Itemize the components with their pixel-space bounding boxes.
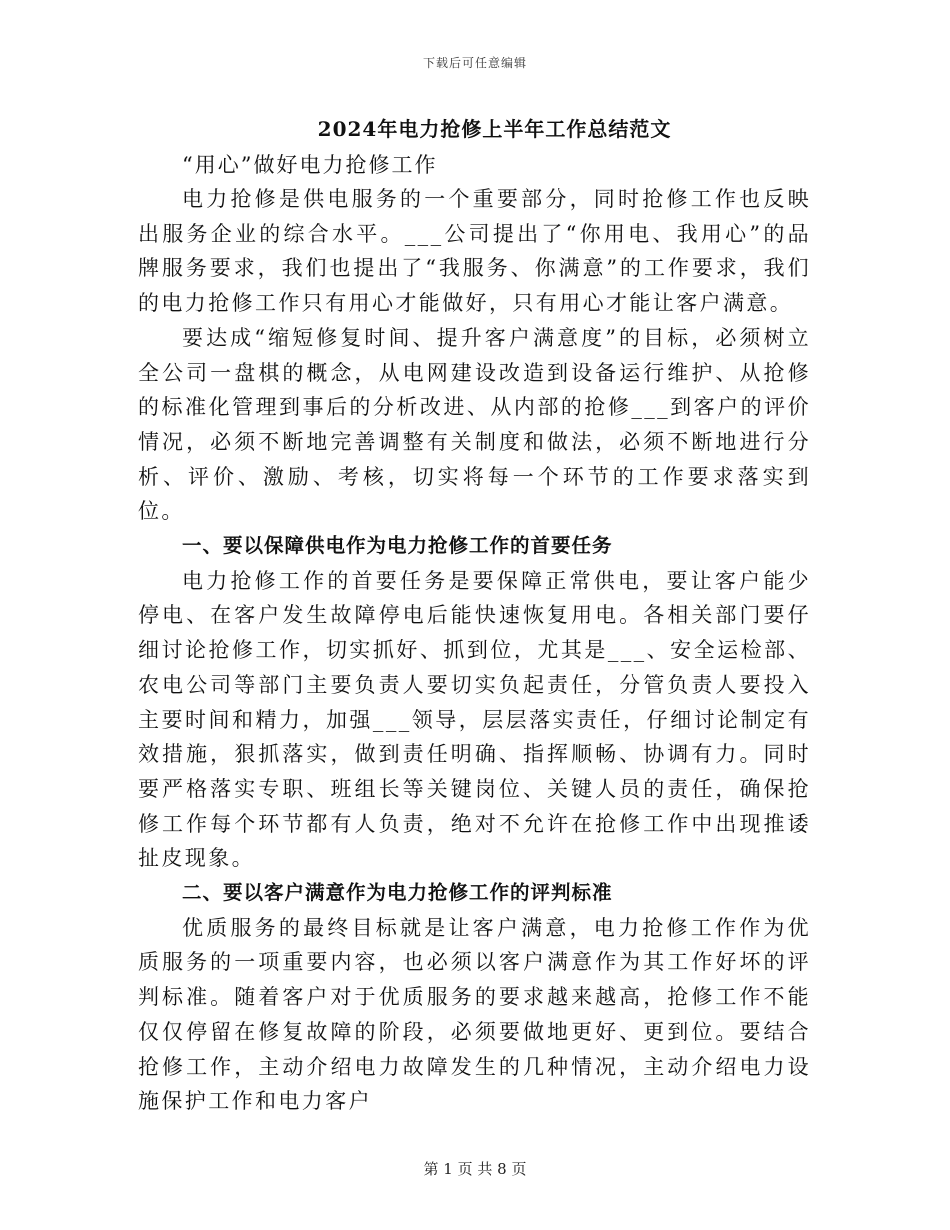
- page-number: 第 1 页 共 8 页: [423, 1160, 527, 1178]
- document-subtitle: “用心”做好电力抢修工作: [182, 153, 438, 177]
- document-body: [138, 112, 811, 1119]
- section-1-paragraph: 电力抢修工作的首要任务是要保障正常供电，要让客户能少停电、在客户发生故障停电后能快速恢复用电。各相关部门要仔细讨论抢修工作，切实抓好、抓到位，尤其是___、安全运检部、农电公司等部门主要负责人要切实负起责任，分管负责人要投入主要时间和精力，加强___领导，层层落实责任，仔细讨论制定有效措施，狠抓落实，做到责任明确、指挥顺畅、协调有力。同时要严格落实专职、班组长等关键岗位、关键人员的责任，确保抢修工作每个环节都有人负责，绝对不允许在抢修工作中出现推诿扯皮现象。: [138, 568, 811, 871]
- section-2-heading: 二、要以客户满意作为电力抢修工作的评判标准: [182, 881, 613, 905]
- intro-paragraph-1: 电力抢修是供电服务的一个重要部分，同时抢修工作也反映出服务企业的综合水平。___公司提出了“你用电、我用心”的品牌服务要求，我们也提出了“我服务、你满意”的工作要求，我们的电力抢修工作只有用心才能做好，只有用心才能让客户满意。: [138, 187, 811, 316]
- header-note: 下载后可任意编辑: [422, 56, 527, 70]
- intro-paragraph-2: 要达成“缩短修复时间、提升客户满意度”的目标，必须树立全公司一盘棋的概念，从电网建设改造到设备运行维护、从抢修的标准化管理到事后的分析改进、从内部的抢修___到客户的评价情况，必须不断地完善调整有关制度和做法，必须不断地进行分析、评价、激励、考核，切实将每一个环节的工作要求落实到位。: [138, 325, 811, 524]
- section-1-heading: 一、要以保障供电作为电力抢修工作的首要任务: [182, 534, 613, 558]
- document-title: 2024年电力抢修上半年工作总结范文: [317, 117, 672, 141]
- section-2-paragraph: 优质服务的最终目标就是让客户满意，电力抢修工作作为优质服务的一项重要内容，也必须以客户满意作为其工作好坏的评判标准。随着客户对于优质服务的要求越来越高，抢修工作不能仅仅停留在修复故障的阶段，必须要做地更好、更到位。要结合抢修工作，主动介绍电力故障发生的几种情况，主动介绍电力设施保护工作和电力客户: [138, 915, 811, 1114]
